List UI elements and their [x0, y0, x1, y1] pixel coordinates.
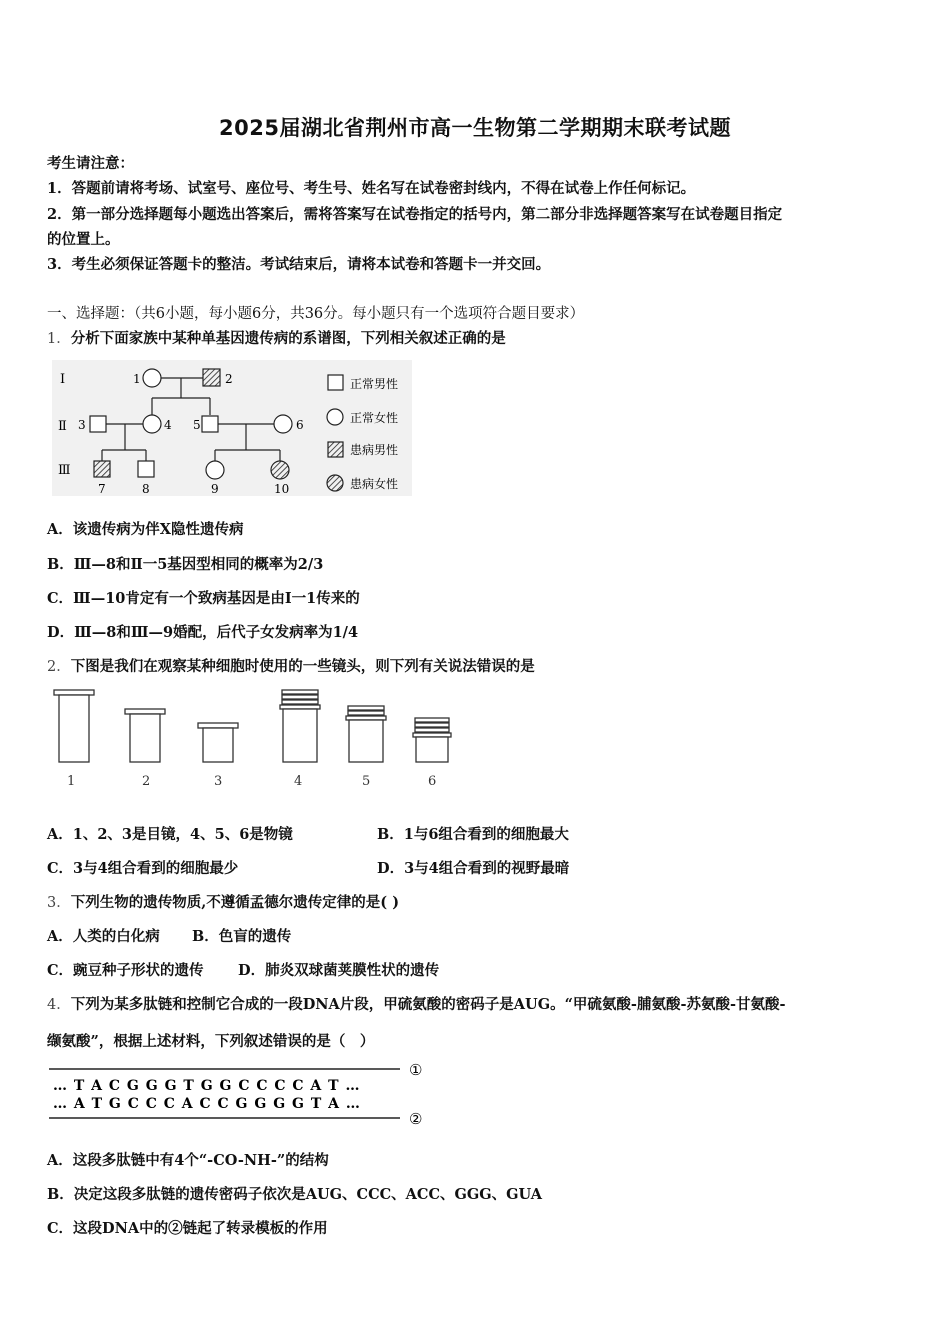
notice-item-1: 1．答题前请将考场、试室号、座位号、考生号、姓名写在试卷密封线内，不得在试卷上作任何标记。 — [47, 180, 696, 197]
svg-text:9: 9 — [211, 482, 219, 496]
svg-text:5: 5 — [193, 418, 201, 432]
svg-text:1: 1 — [133, 372, 141, 386]
dna-strand-2: … A T G C C C A C C G G G G T A … — [53, 1096, 361, 1112]
dna-fragment-figure — [45, 1058, 445, 1128]
question-stem: 下图是我们在观察某种细胞时使用的一些镜头，则下列有关说法错误的是 — [70, 658, 535, 675]
question-2 — [47, 655, 535, 676]
strand-label-2: ② — [409, 1110, 423, 1128]
question-stem: 分析下面家族中某种单基因遗传病的系谱图，下列相关叙述正确的是 — [70, 330, 506, 347]
question-number: 2． — [47, 659, 71, 675]
lens-3 — [203, 728, 233, 762]
q2-option-d[interactable]: D．3与4组合看到的视野最暗 — [377, 860, 570, 877]
notice-heading: 考生请注意： — [47, 155, 134, 172]
q3-option-c[interactable]: C．豌豆种子形状的遗传 — [47, 962, 204, 979]
q3-option-b[interactable]: B．色盲的遗传 — [192, 928, 292, 945]
legend-normal-male: 正常男性 — [350, 377, 399, 391]
svg-text:3: 3 — [78, 418, 86, 432]
notice-item-2: 2．第一部分选择题每小题选出答案后，需将答案写在试卷指定的括号内，第二部分非选择题答案写在试卷题目指定 — [47, 206, 783, 223]
legend-affected-male: 患病男性 — [350, 443, 399, 457]
individual-8-normal-male — [138, 461, 154, 477]
svg-text:1: 1 — [67, 774, 76, 789]
individual-6-normal-female — [274, 415, 292, 433]
svg-text:2: 2 — [142, 774, 151, 789]
generation-label-2: Ⅱ — [58, 419, 67, 434]
individual-7-affected-male — [94, 461, 110, 477]
section-heading: 一、选择题：（共6小题，每小题6分，共36分。每小题只有一个选项符合题目要求） — [47, 306, 585, 322]
q4-option-c[interactable]: C．这段DNA中的②链起了转录模板的作用 — [47, 1220, 328, 1237]
svg-text:6: 6 — [296, 418, 304, 432]
legend-normal-female: 正常女性 — [350, 411, 399, 425]
individual-5-normal-male — [202, 416, 218, 432]
q3-option-d[interactable]: D．肺炎双球菌荚膜性状的遗传 — [238, 962, 440, 979]
notice-item-2-cont: 的位置上。 — [47, 231, 120, 248]
svg-text:4: 4 — [294, 774, 303, 789]
q4-option-b[interactable]: B．决定这段多肽链的遗传密码子依次是AUG、CCC、ACC、GGG、GUA — [47, 1186, 542, 1203]
lens-1 — [59, 695, 89, 762]
dna-strand-1: … T A C G G G T G G C C C C A T … — [53, 1078, 361, 1094]
question-1 — [47, 327, 506, 348]
individual-9-normal-female — [206, 461, 224, 479]
question-4-stem-line-2: 缬氨酸”，根据上述材料，下列叙述错误的是（ ） — [47, 1033, 375, 1050]
lens-1-rim — [54, 690, 94, 695]
q4-option-a[interactable]: A．这段多肽链中有4个“-CO-NH-”的结构 — [47, 1152, 329, 1169]
individual-2-affected-male — [203, 369, 220, 386]
svg-text:3: 3 — [214, 774, 223, 789]
q1-option-d[interactable]: D．Ⅲ—8和Ⅲ—9婚配，后代子女发病率为1/4 — [47, 624, 359, 641]
individual-1-normal-female — [143, 369, 161, 387]
lens-5 — [349, 720, 383, 762]
svg-text:2: 2 — [225, 372, 233, 386]
lens-6 — [416, 737, 448, 762]
individual-4-normal-female — [143, 415, 161, 433]
legend-affected-female: 患病女性 — [350, 477, 399, 491]
question-stem-line-1: 下列为某多肽链和控制它合成的一段DNA片段，甲硫氨酸的密码子是AUG。“甲硫氨酸-脯氨酸-苏氨酸-甘氨酸- — [70, 996, 786, 1013]
q2-option-b[interactable]: B．1与6组合看到的细胞最大 — [377, 826, 569, 843]
strand-label-1: ① — [409, 1061, 423, 1079]
pedigree-chart — [50, 358, 420, 500]
svg-text:6: 6 — [428, 774, 437, 789]
q1-option-c[interactable]: C．Ⅲ—10肯定有一个致病基因是由Ⅰ一1传来的 — [47, 590, 360, 607]
svg-text:7: 7 — [98, 482, 106, 496]
svg-text:4: 4 — [164, 418, 172, 432]
q2-option-c[interactable]: C．3与4组合看到的细胞最少 — [47, 860, 239, 877]
svg-text:5: 5 — [362, 774, 371, 789]
page-title: 2025届湖北省荆州市高一生物第二学期期末联考试题 — [219, 116, 731, 140]
question-stem: 下列生物的遗传物质,不遵循孟德尔遗传定律的是( ) — [70, 894, 400, 911]
svg-text:8: 8 — [142, 482, 150, 496]
individual-10-affected-female — [271, 461, 289, 479]
question-number: 1． — [47, 331, 71, 347]
notice-item-3: 3．考生必须保证答题卡的整洁。考试结束后，请将本试卷和答题卡一并交回。 — [47, 256, 551, 273]
lens-2 — [130, 714, 160, 762]
generation-label-1: Ⅰ — [60, 372, 66, 387]
q2-option-a[interactable]: A．1、2、3是目镜，4、5、6是物镜 — [47, 826, 293, 843]
question-3 — [47, 891, 399, 912]
lens-4 — [283, 709, 317, 762]
question-number: 3． — [47, 895, 71, 911]
svg-text:10: 10 — [274, 482, 290, 496]
q1-option-a[interactable]: A．该遗传病为伴X隐性遗传病 — [47, 521, 244, 538]
q3-option-a[interactable]: A．人类的白化病 — [47, 928, 160, 945]
question-number: 4． — [47, 997, 71, 1013]
generation-label-3: Ⅲ — [58, 463, 71, 478]
individual-3-normal-male — [90, 416, 106, 432]
question-4 — [47, 993, 786, 1014]
q1-option-b[interactable]: B．Ⅲ—8和Ⅱ一5基因型相同的概率为2/3 — [47, 556, 324, 573]
lens-figure — [48, 686, 468, 790]
